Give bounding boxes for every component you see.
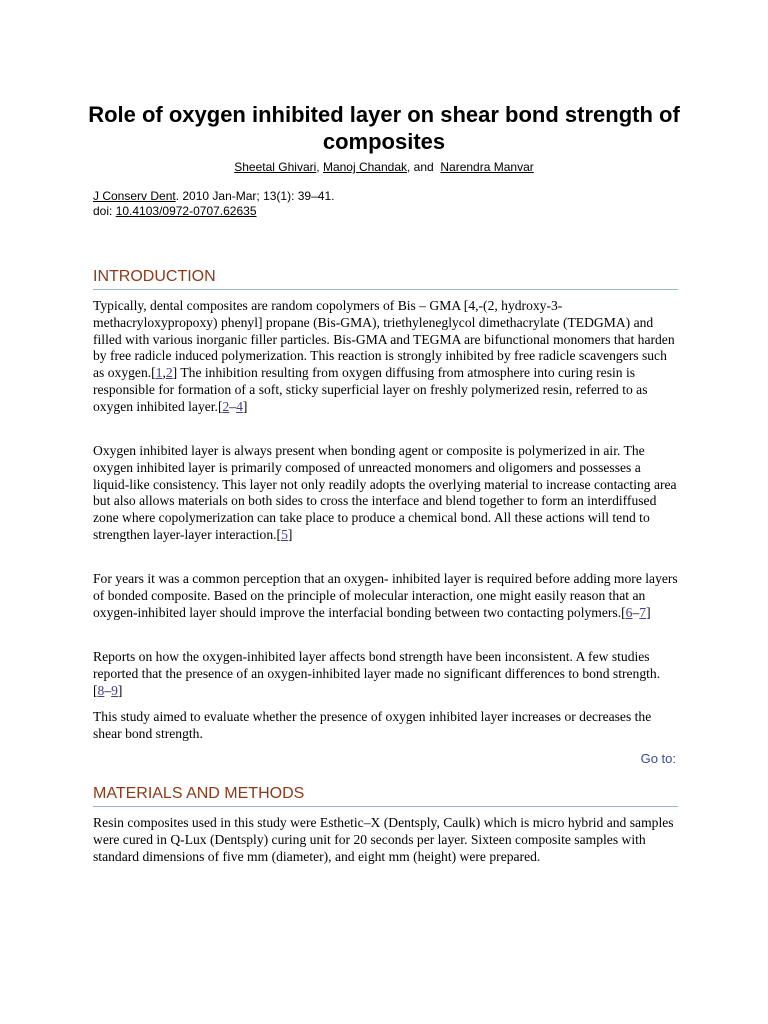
doi-link[interactable]: 10.4103/0972-0707.62635 <box>115 204 257 218</box>
reference-link-2[interactable]: 2 <box>165 365 173 381</box>
reference-link-1[interactable]: 1 <box>155 365 163 381</box>
ref-bracket: ] <box>172 365 178 381</box>
ref-bracket: ] <box>117 682 123 698</box>
ref-separator: – <box>632 604 640 620</box>
methods-paragraph-1: Resin composites used in this study were Esthetic–X (Dentsply, Caulk) which is micro hybrid and samples were cured in Q-Lux (Dentsply) curing unit for 20 seconds per layer. Sixteen composite samples with standard dimensions of five mm (diameter), and eight mm (height) were prepared. <box>93 815 674 864</box>
ref-bracket: ] <box>646 604 651 620</box>
reference-link-7[interactable]: 7 <box>639 604 647 620</box>
ref-bracket: [ <box>217 398 223 414</box>
ref-separator: , <box>162 365 166 381</box>
section-heading-materials-methods: MATERIALS AND METHODS <box>93 785 678 807</box>
journal-citation <box>93 189 693 204</box>
ref-bracket: [ <box>276 526 282 542</box>
doi-line <box>93 204 693 219</box>
reference-link-4[interactable]: 4 <box>236 398 243 414</box>
citation-details: . 2010 Jan-Mar; 13(1): 39–41. <box>175 189 335 203</box>
ref-bracket: [ <box>621 604 626 620</box>
intro-paragraph-3 <box>93 571 678 621</box>
reference-link-9[interactable]: 9 <box>111 682 118 698</box>
ref-separator: – <box>104 682 112 698</box>
citation-block <box>93 189 693 219</box>
reference-link-5[interactable]: 5 <box>281 526 288 542</box>
ref-bracket: [ <box>93 682 98 698</box>
intro-paragraph-2 <box>93 443 678 544</box>
article-title: Role of oxygen inhibited layer on shear bond strength of composites <box>88 102 680 154</box>
ref-bracket: ] <box>287 526 293 542</box>
author-link-ghivari[interactable]: Sheetal Ghivari <box>234 160 317 174</box>
author-link-manvar[interactable]: Narendra Manvar <box>440 160 534 174</box>
goto-link[interactable]: Go to: <box>640 751 676 766</box>
reference-link-2[interactable]: 2 <box>222 398 230 414</box>
reference-link-6[interactable]: 6 <box>625 604 633 620</box>
paragraph-text: For years it was a common perception that an oxygen- inhibited layer is required before adding more layers of bonded composite. Based on the principle of molecular interaction, one might easily reason that an oxygen-inhibited layer should improve the interfacial bonding between two contacting polymers. <box>93 571 678 620</box>
ref-bracket: [ <box>151 365 156 381</box>
ref-bracket: ] <box>242 398 248 414</box>
paragraph-text: Oxygen inhibited layer is always present when bonding agent or composite is polymerized in air. The oxygen inhibited layer is primarily composed of unreacted monomers and oligomers and possesses a liquid-like consistency. This layer not only readily adopts the overlying material to increase contacting area but also allows materials on both sides to cross the interface and blend together to form an interdiffused zone where copolymerization can take place to produce a chemical bond. All these actions will tend to strengthen layer-layer interaction. <box>93 443 677 542</box>
author-link-chandak[interactable]: Manoj Chandak <box>322 160 408 174</box>
reference-link-8[interactable]: 8 <box>97 682 105 698</box>
intro-paragraph-4 <box>93 649 678 699</box>
paragraph-text: The inhibition resulting from oxygen diffusing from atmosphere into curing resin is responsible for formation of a soft, sticky superficial layer on freshly polymerized resin, referred to as oxygen inhibited layer. <box>93 365 648 414</box>
intro-paragraph-5: This study aimed to evaluate whether the presence of oxygen inhibited layer increases or decreases the shear bond strength. <box>93 709 652 741</box>
author-list <box>60 160 708 174</box>
ref-separator: – <box>229 398 237 414</box>
paragraph-text: Typically, dental composites are random copolymers of Bis – GMA [4,-(2, hydroxy-3-methacryloxypropoxy) phenyl] propane (Bis-GMA), triethyleneglycol dimethacrylate (TEDGMA) and filled with various inorganic filler particles. Bis-GMA and TEGMA are bifunctional monomers that harden by free radicle induced polymerization. This reaction is strongly inhibited by free radicle scavengers such as oxygen. <box>93 298 675 381</box>
paragraph-text: Reports on how the oxygen-inhibited layer affects bond strength have been inconsistent. A few studies reported that the presence of an oxygen-inhibited layer made no significant differences to bond strength. <box>93 649 661 681</box>
section-heading-introduction: INTRODUCTION <box>93 268 678 290</box>
journal-link[interactable]: J Conserv Dent <box>93 189 176 203</box>
intro-paragraph-1 <box>93 298 678 416</box>
author-separator: , <box>316 160 323 174</box>
doi-label: doi: <box>93 204 116 218</box>
author-separator: , and <box>407 160 441 174</box>
